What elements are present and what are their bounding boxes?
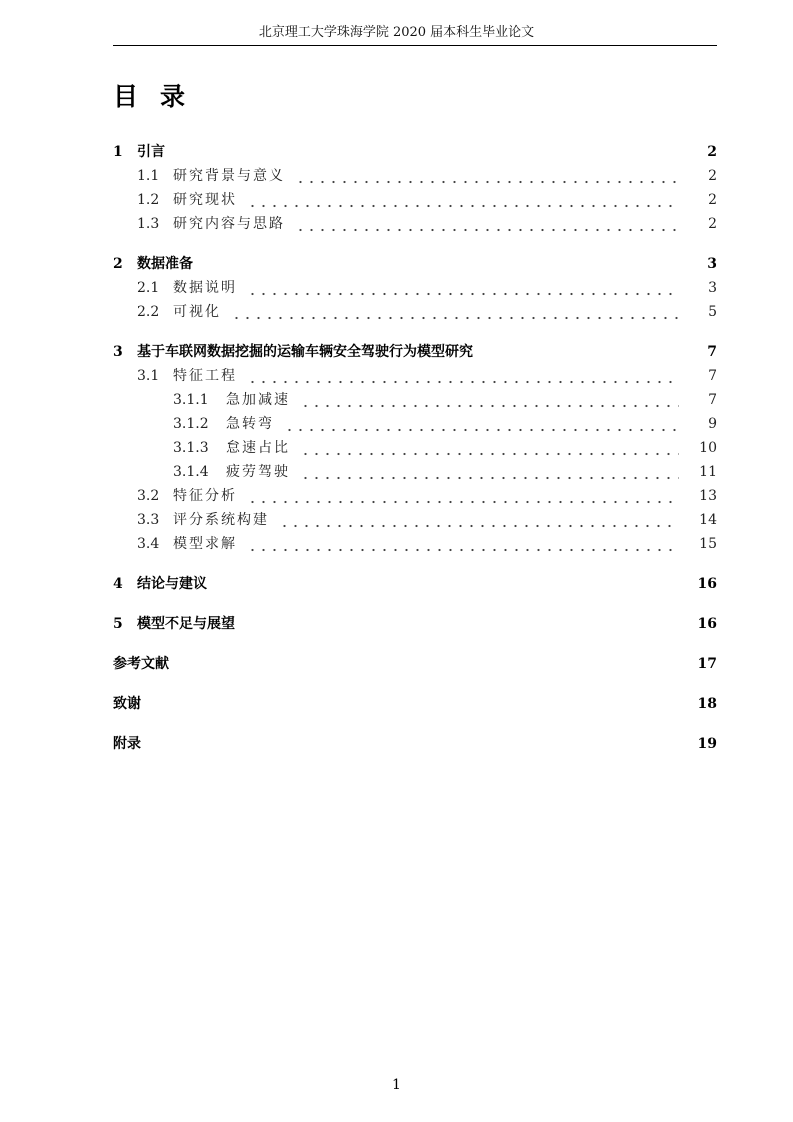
toc-entry-title: 研究现状 (173, 192, 237, 208)
toc-entry-title: 急加减速 (226, 392, 290, 408)
dot-leader (300, 460, 679, 484)
toc-entry-number: 3.1 (137, 368, 160, 384)
toc-entry-page: 18 (697, 696, 717, 712)
toc-entry[interactable] (113, 652, 717, 676)
dot-leader (295, 212, 679, 236)
toc-entry-title: 怠速占比 (226, 440, 290, 456)
toc-entry-number: 5 (113, 616, 123, 632)
toc-entry[interactable] (113, 364, 717, 388)
toc-entry-number: 4 (113, 576, 123, 592)
page-title: 目录 (113, 82, 208, 111)
toc-entry-page: 10 (699, 440, 717, 456)
toc-entry-page: 17 (697, 656, 717, 672)
toc-entry[interactable] (113, 252, 717, 276)
dot-leader (247, 484, 679, 508)
dot-leader (231, 300, 679, 324)
dot-leader (300, 436, 679, 460)
toc-entry-number: 3.2 (137, 488, 160, 504)
toc-entry-page: 16 (697, 616, 717, 632)
dot-leader (284, 412, 679, 436)
toc-entry-title: 结论与建议 (137, 576, 207, 592)
toc-entry[interactable] (113, 692, 717, 716)
toc-entry[interactable] (113, 340, 717, 364)
toc-entry-page: 7 (708, 392, 717, 408)
toc-entry[interactable] (113, 732, 717, 756)
toc-entry[interactable] (113, 532, 717, 556)
toc-entry[interactable] (113, 212, 717, 236)
toc-entry-title: 急转弯 (226, 416, 274, 432)
toc-entry-title: 数据准备 (137, 256, 193, 272)
toc-entry-number: 3.1.3 (173, 440, 209, 456)
toc-entry-title: 疲劳驾驶 (226, 464, 290, 480)
toc-entry-number: 2.2 (137, 304, 160, 320)
toc-entry[interactable] (113, 460, 717, 484)
toc-entry[interactable] (113, 484, 717, 508)
toc-entry-page: 9 (708, 416, 717, 432)
toc-entry-title: 引言 (137, 144, 165, 160)
toc-entry-page: 3 (708, 280, 717, 296)
toc-entry-title: 参考文献 (113, 656, 169, 672)
toc-entry-page: 2 (708, 168, 717, 184)
toc-entry[interactable] (113, 508, 717, 532)
toc-entry-page: 15 (699, 536, 717, 552)
toc-entry-number: 3.3 (137, 512, 160, 528)
dot-leader (247, 276, 679, 300)
toc-entry-title: 致谢 (113, 696, 141, 712)
toc-entry-title: 特征工程 (173, 368, 237, 384)
toc-entry-title: 特征分析 (173, 488, 237, 504)
toc-entry-number: 3.1.2 (173, 416, 209, 432)
toc-entry-number: 1 (113, 144, 123, 160)
header-divider (113, 45, 717, 46)
toc-entry-page: 11 (699, 464, 717, 480)
dot-leader (247, 188, 679, 212)
toc-entry-page: 2 (707, 144, 717, 160)
toc-entry-title: 数据说明 (173, 280, 237, 296)
toc-entry-page: 7 (707, 344, 717, 360)
toc-entry-number: 3.1.4 (173, 464, 209, 480)
toc-entry-number: 3.1.1 (173, 392, 209, 408)
toc-entry-page: 5 (708, 304, 717, 320)
toc-entry[interactable] (113, 436, 717, 460)
toc-entry-page: 3 (707, 256, 717, 272)
dot-leader (279, 508, 679, 532)
toc-entry-title: 模型求解 (173, 536, 237, 552)
dot-leader (300, 388, 679, 412)
toc-entry[interactable] (113, 572, 717, 596)
table-of-contents (113, 140, 717, 756)
toc-entry-page: 16 (697, 576, 717, 592)
toc-entry-number: 1.1 (137, 168, 160, 184)
toc-entry-page: 2 (708, 192, 717, 208)
toc-entry[interactable] (113, 140, 717, 164)
running-header: 北京理工大学珠海学院 2020 届本科生毕业论文 (258, 25, 535, 40)
toc-entry[interactable] (113, 164, 717, 188)
toc-entry-number: 2 (113, 256, 123, 272)
toc-entry-number: 1.3 (137, 216, 160, 232)
toc-entry-title: 模型不足与展望 (137, 616, 235, 632)
toc-entry-title: 研究内容与思路 (173, 216, 285, 232)
toc-entry[interactable] (113, 188, 717, 212)
toc-entry[interactable] (113, 388, 717, 412)
toc-entry-page: 13 (699, 488, 717, 504)
toc-entry-title: 评分系统构建 (173, 512, 269, 528)
toc-entry-number: 3 (113, 344, 123, 360)
toc-entry-number: 1.2 (137, 192, 160, 208)
toc-entry-title: 基于车联网数据挖掘的运输车辆安全驾驶行为模型研究 (137, 344, 473, 360)
toc-entry-number: 2.1 (137, 280, 160, 296)
toc-entry[interactable] (113, 612, 717, 636)
toc-entry-page: 14 (699, 512, 717, 528)
dot-leader (247, 532, 679, 556)
toc-entry-title: 研究背景与意义 (173, 168, 285, 184)
dot-leader (295, 164, 679, 188)
toc-entry[interactable] (113, 412, 717, 436)
toc-entry[interactable] (113, 300, 717, 324)
toc-entry-page: 2 (708, 216, 717, 232)
toc-entry-page: 7 (708, 368, 717, 384)
toc-entry-title: 附录 (113, 736, 141, 752)
toc-entry[interactable] (113, 276, 717, 300)
toc-entry-page: 19 (697, 736, 717, 752)
page-number: 1 (392, 1077, 401, 1093)
toc-entry-title: 可视化 (173, 304, 221, 320)
dot-leader (247, 364, 679, 388)
toc-entry-number: 3.4 (137, 536, 160, 552)
